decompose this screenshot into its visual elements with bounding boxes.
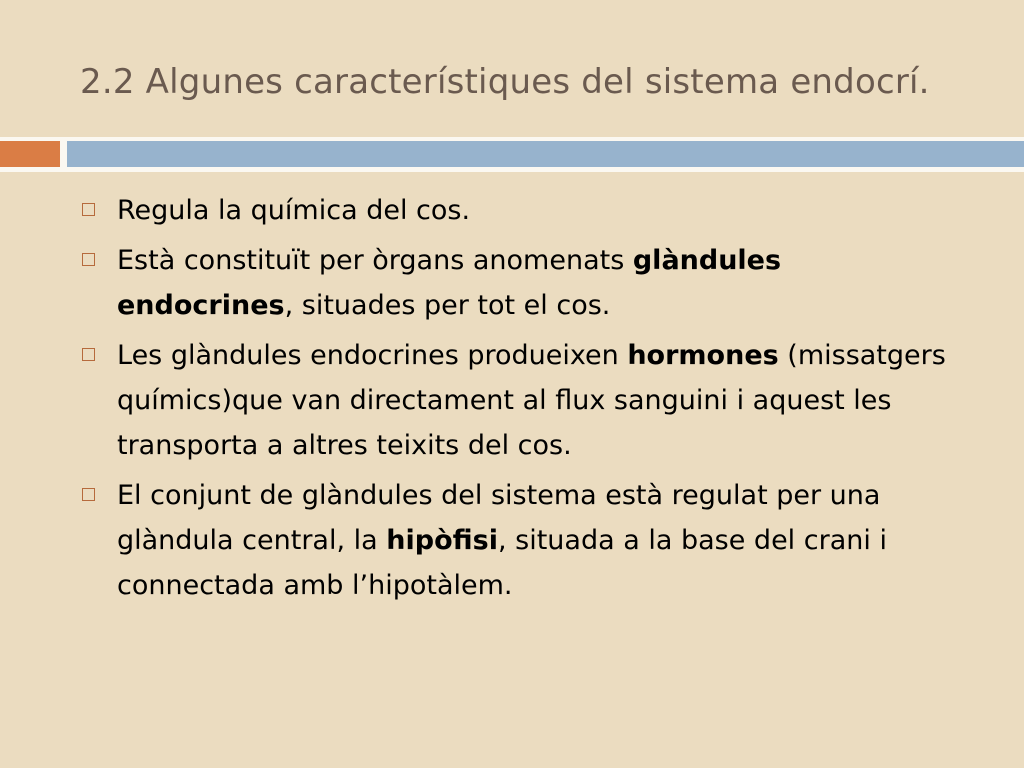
bullet-key-term: hipòfisi bbox=[386, 525, 498, 556]
hollow-square-bullet-icon bbox=[82, 203, 95, 216]
bullet-text-segment: El conjunt de glàndules del sistema està regulat per una glàndula central, la bbox=[117, 480, 881, 556]
divider-bar-blue bbox=[67, 141, 1024, 167]
bullet-item bbox=[80, 333, 960, 468]
hollow-square-bullet-icon bbox=[82, 348, 95, 361]
bullet-text-segment: , situada a la base del crani i connectada amb l’hipotàlem. bbox=[117, 525, 887, 601]
bullet-key-term: glàndules endocrines bbox=[117, 245, 782, 321]
title-divider bbox=[0, 137, 1024, 172]
bullet-text bbox=[117, 340, 946, 461]
bullet-text-segment: , situades per tot el cos. bbox=[284, 290, 611, 321]
bullet-item bbox=[80, 238, 960, 328]
bullet-text bbox=[117, 480, 887, 601]
bullet-list bbox=[80, 188, 960, 613]
hollow-square-bullet-icon bbox=[82, 488, 95, 501]
bullet-text-segment: Les glàndules endocrines produeixen bbox=[117, 340, 628, 371]
divider-accent-orange bbox=[0, 141, 60, 167]
bullet-text bbox=[117, 195, 470, 226]
hollow-square-bullet-icon bbox=[82, 253, 95, 266]
bullet-text-segment: (missatgers químics)que van directament al flux sanguini i aquest les transporta a altres teixits del cos. bbox=[117, 340, 946, 461]
slide-title: 2.2 Algunes característiques del sistema endocrí. bbox=[80, 62, 930, 102]
bullet-item bbox=[80, 473, 960, 608]
bullet-item bbox=[80, 188, 960, 233]
bullet-key-term: hormones bbox=[627, 340, 779, 371]
bullet-text-segment: Regula la química del cos. bbox=[117, 195, 471, 226]
bullet-text bbox=[117, 245, 781, 321]
bullet-text-segment: Està constituït per òrgans anomenats bbox=[117, 245, 633, 276]
